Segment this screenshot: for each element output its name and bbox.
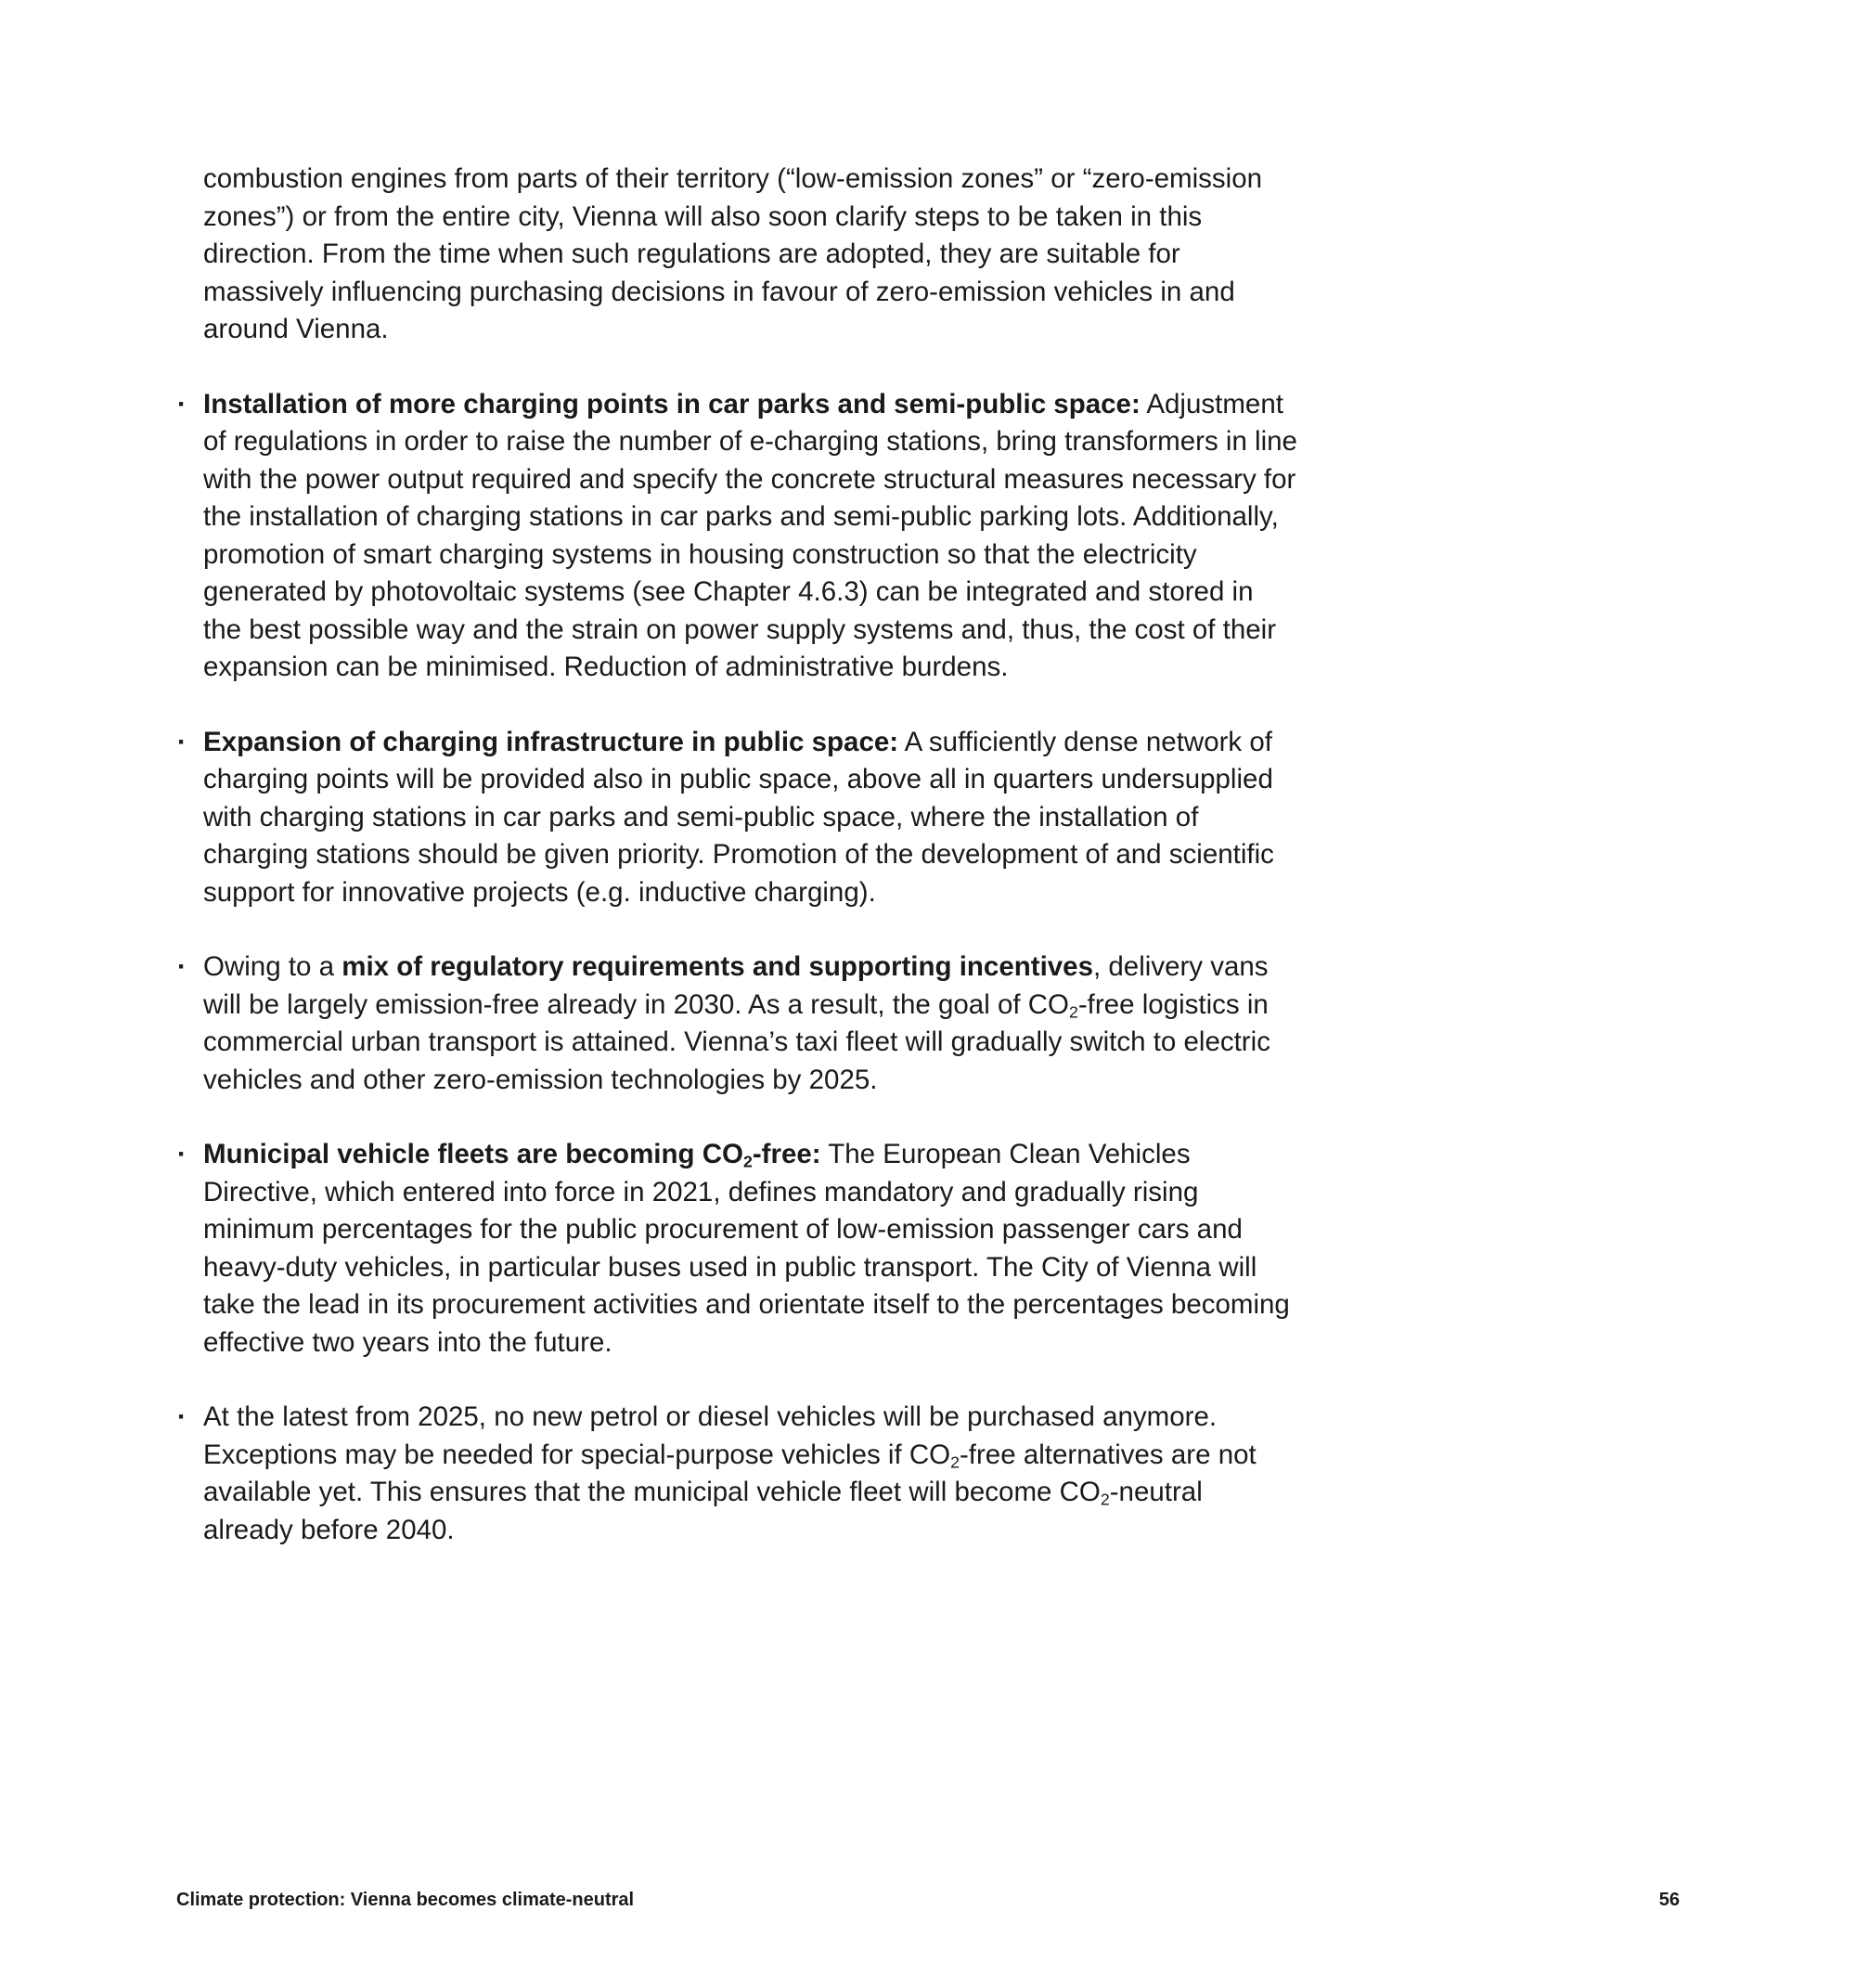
subscript: 2 xyxy=(1069,1001,1078,1021)
page-number: 56 xyxy=(1658,1890,1680,1910)
bullet-heading: mix of regulatory requirements and supporting incentives xyxy=(342,951,1093,982)
bullet-heading-part: -free: xyxy=(752,1139,821,1169)
bullet-heading-part: Municipal vehicle fleets are becoming CO xyxy=(203,1139,743,1169)
bullet-municipal-fleets xyxy=(203,1136,1298,1362)
bullet-heading: Expansion of charging infrastructure in public space: xyxy=(203,726,899,757)
body-text xyxy=(203,161,1298,1586)
bullet-charging-car-parks xyxy=(203,386,1298,687)
intro-paragraph: combustion engines from parts of their territory (“low-emission zones” or “zero-emission zones”) or from the entire city, Vienna will also soon clarify steps to be taken in this direction. From the time when such regulations are adopted, they are suitable for massively influencing purchasing decisions in favour of zero-emission vehicles in and around Vienna. xyxy=(203,163,1263,344)
footer-title: Climate protection: Vienna becomes climate-neutral xyxy=(176,1890,635,1910)
bullet-heading: Installation of more charging points in car parks and semi-public space: xyxy=(203,388,1141,420)
bullet-list xyxy=(203,386,1298,1550)
bullet-text-pre: Owing to a xyxy=(203,951,342,982)
bullet-text: The European Clean Vehicles Directive, which entered into force in 2021, defines mandatory and gradually rising minimum percentages for the public procurement of low-emission passenger cars and heavy-duty vehicles, in particular buses used in public transport. The City of Vienna will take the lead in its procurement activities and orientate itself to the percentages becoming effective two years into the future. xyxy=(203,1139,1290,1358)
bullet-text: -neutral already before 2040. xyxy=(203,1477,1203,1545)
bullet-text: Adjustment of regulations in order to raise the number of e-charging stations, bring transformers in line with the power output required and specify the concrete structural measures necessary for the installation of charging stations in car parks and semi-public parking lots. Additionally, promotion of smart charging systems in housing construction so that the electricity generated by photovoltaic systems (see Chapter 4.6.3) can be integrated and stored in the best possible way and the strain on power supply systems and, thus, the cost of their expansion can be minimised. Reduction of administrative burdens. xyxy=(203,388,1297,682)
bullet-text: -free alternatives are not available yet. This ensures that the municipal vehicle fleet will become CO xyxy=(203,1439,1257,1507)
subscript: 2 xyxy=(742,1152,753,1171)
page-footer xyxy=(176,1890,1680,1917)
bullet-heading xyxy=(203,1139,821,1169)
bullet-text: -free logistics in commercial urban transport is attained. Vienna’s taxi fleet will gradually switch to electric vehicles and other zero-emission technologies by 2025. xyxy=(203,988,1270,1095)
subscript: 2 xyxy=(1100,1490,1110,1509)
bullet-text: At the latest from 2025, no new petrol or diesel vehicles will be purchased anymore. Exceptions may be needed for special-purpose vehicles if CO xyxy=(203,1401,1218,1470)
bullet-text: , delivery vans will be largely emission-free already in 2030. As a result, the goal of CO xyxy=(203,951,1269,1020)
bullet-charging-public-space xyxy=(203,724,1298,912)
subscript: 2 xyxy=(950,1452,960,1471)
bullet-no-petrol-diesel xyxy=(203,1399,1298,1549)
bullet-delivery-vans xyxy=(203,949,1298,1099)
bullet-text: A sufficiently dense network of charging points will be provided also in public space, above all in quarters undersupplied with charging stations in car parks and semi-public space, where the installation of charging stations should be given priority. Promotion of the development of and scientific support for innovative projects (e.g. inductive charging). xyxy=(203,726,1274,908)
